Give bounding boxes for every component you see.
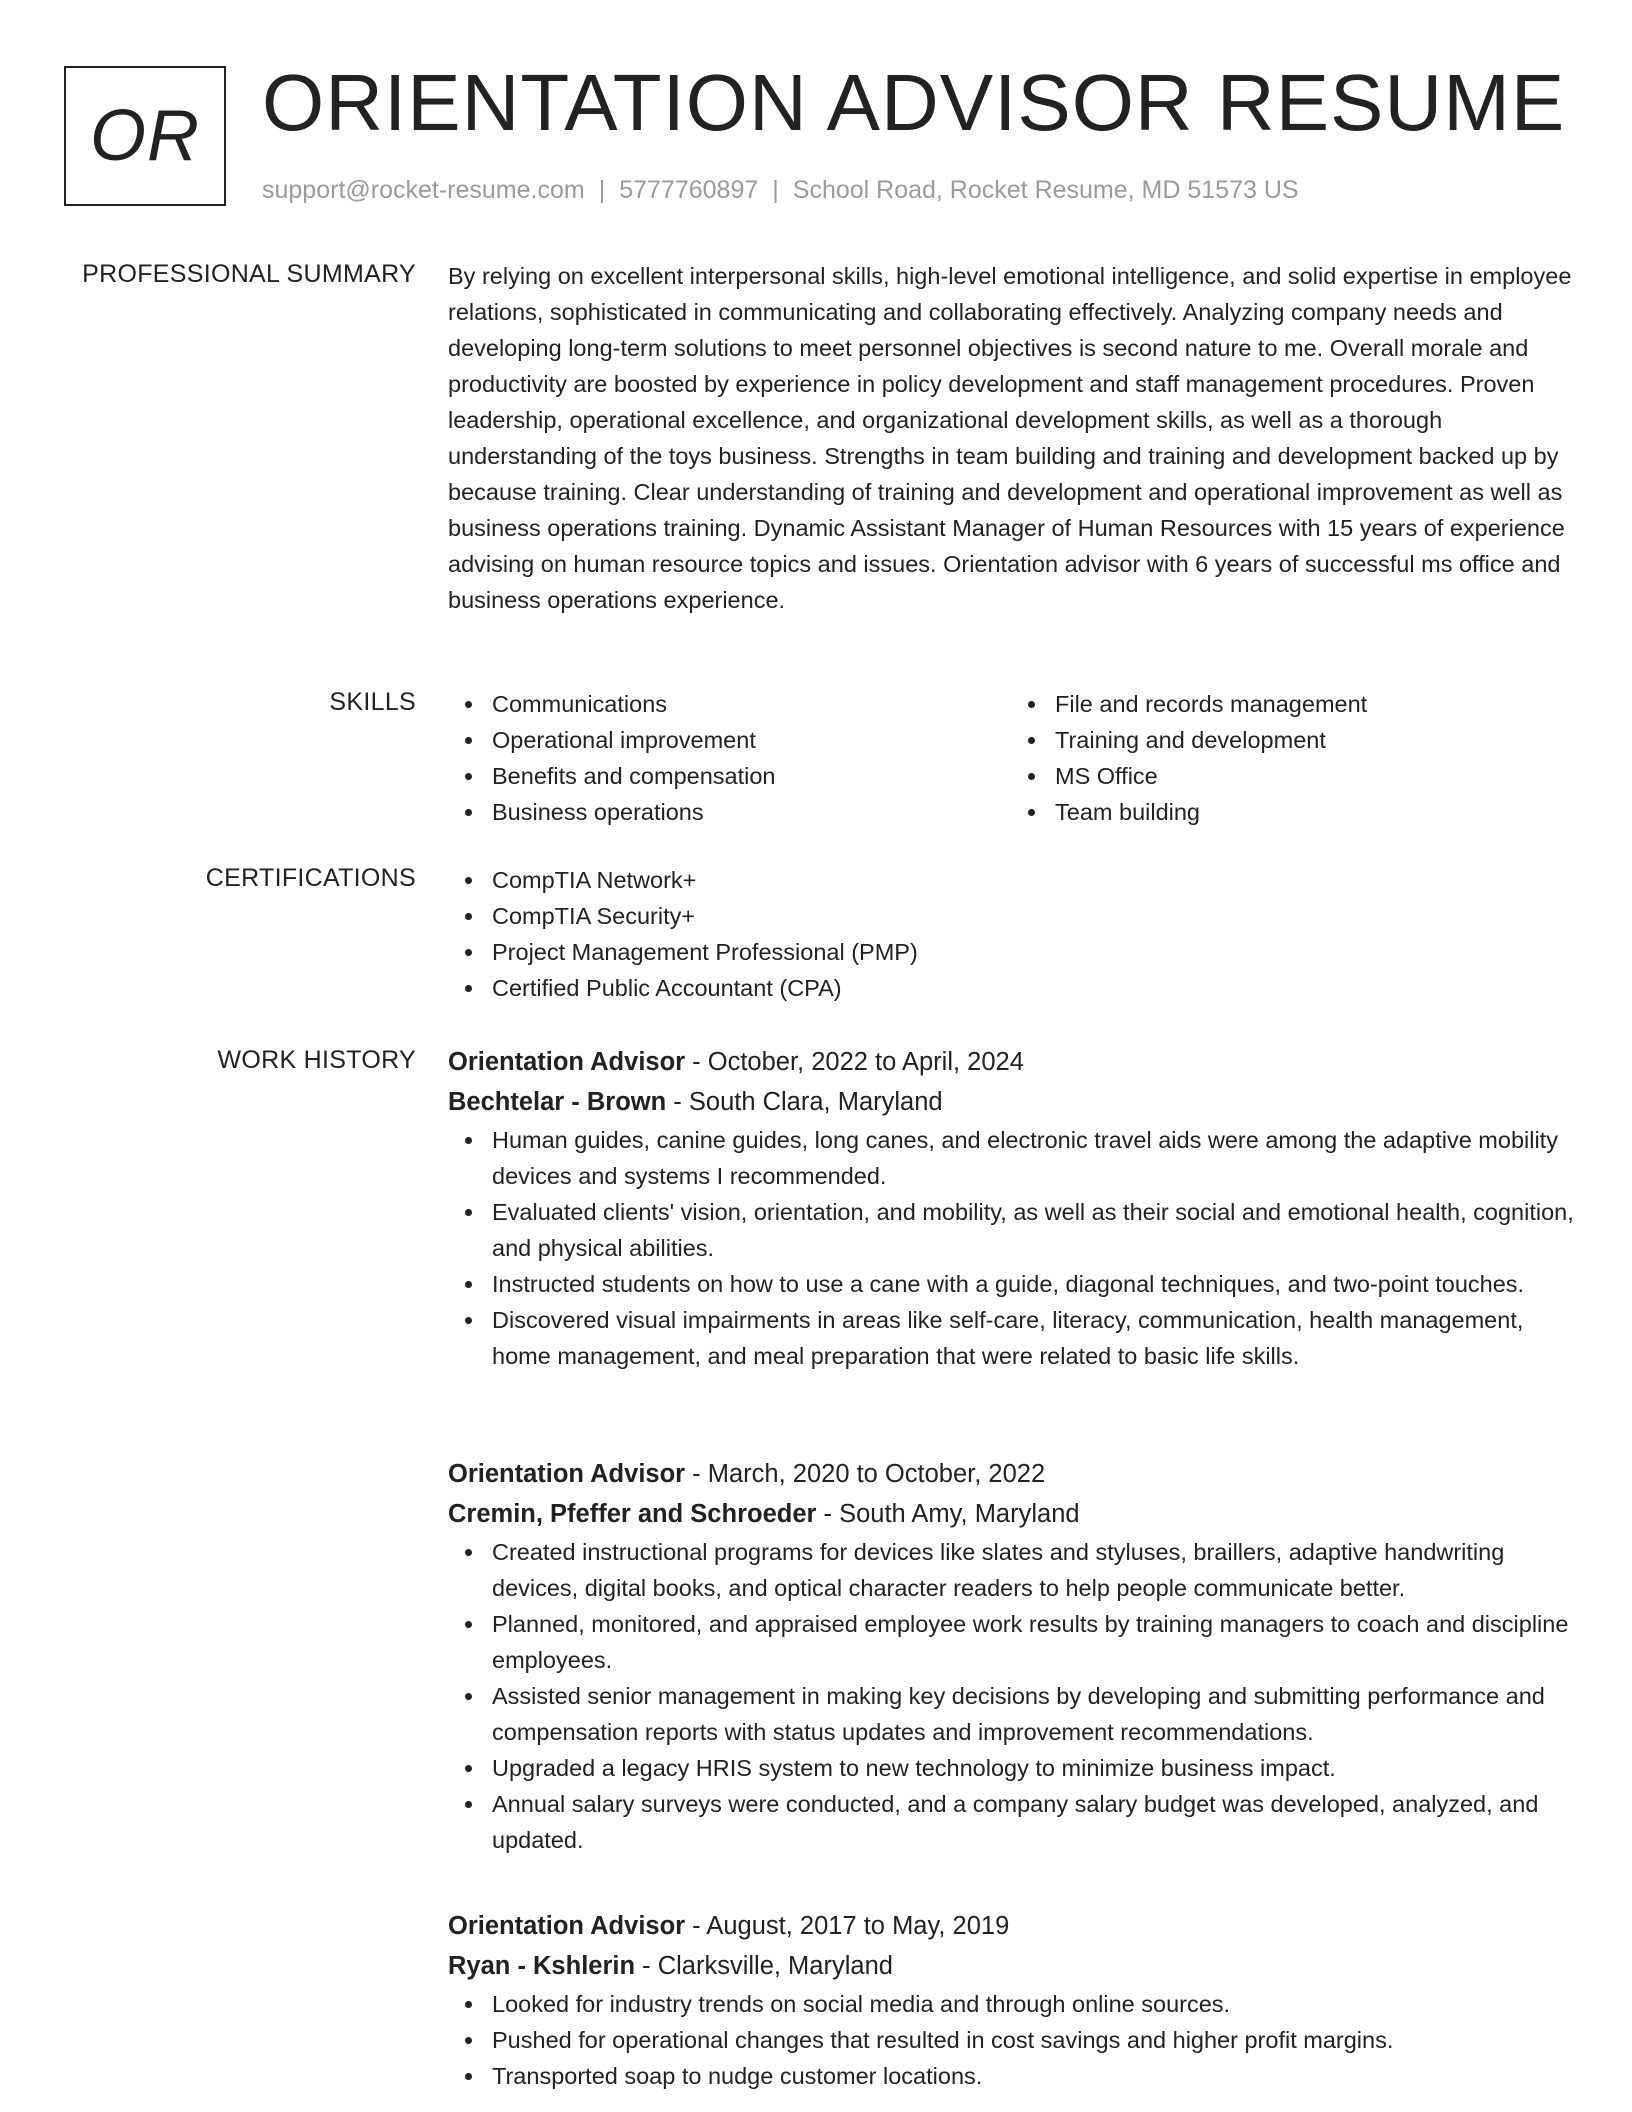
job-title: Orientation Advisor [448,1912,686,1940]
certifications-body [448,862,1574,1006]
job-bullets [448,1534,1574,1858]
contact-line [262,176,1299,205]
job-company-line [448,1494,1574,1534]
list-item: Created instructional programs for devices like slates and styluses, braillers, adaptive handwriting devices, digital books, and optical character readers to help people communicate better. [492,1534,1574,1606]
job-location: - South Amy, Maryland [816,1500,1080,1528]
contact-separator: | [598,176,606,204]
skills-list-left [448,686,1011,830]
skills-body [448,686,1574,830]
job-location: - South Clara, Maryland [666,1088,943,1116]
list-item: Planned, monitored, and appraised employee work results by training managers to coach and discipline employees. [492,1606,1574,1678]
job-title-line [448,1454,1574,1494]
list-item: Operational improvement [492,722,1011,758]
resume-title: ORIENTATION ADVISOR RESUME [262,58,1566,147]
list-item: File and records management [1055,686,1574,722]
list-item: Human guides, canine guides, long canes, and electronic travel aids were among the adaptive mobility devices and systems I recommended. [492,1122,1574,1194]
list-item: Benefits and compensation [492,758,1011,794]
list-item: Business operations [492,794,1011,830]
list-item: Assisted senior management in making key decisions by developing and submitting performance and compensation reports with status updates and improvement recommendations. [492,1678,1574,1750]
contact-phone[interactable]: 5777760897 [619,176,759,204]
job-title-line [448,1042,1574,1082]
work-history-body-2 [448,1454,1574,1858]
job-company: Bechtelar - Brown [448,1088,667,1116]
skills-list-right [1011,686,1574,830]
job-company-line [448,1082,1574,1122]
section-label-work-history: WORK HISTORY [217,1046,416,1074]
monogram-logo [64,66,226,206]
job-dates: - August, 2017 to May, 2019 [685,1912,1010,1940]
list-item: Training and development [1055,722,1574,758]
list-item: CompTIA Network+ [492,862,1574,898]
job-company: Cremin, Pfeffer and Schroeder [448,1500,817,1528]
job-location: - Clarksville, Maryland [635,1952,893,1980]
list-item: CompTIA Security+ [492,898,1574,934]
job-dates: - October, 2022 to April, 2024 [685,1048,1024,1076]
job-title-line [448,1906,1574,1946]
work-history-body-3 [448,1906,1574,2094]
job-entry [448,1906,1574,2094]
list-item: Communications [492,686,1011,722]
job-bullets [448,1986,1574,2094]
list-item: Transported soap to nudge customer locations. [492,2058,1574,2094]
job-entry [448,1454,1574,1858]
list-item: Instructed students on how to use a cane with a guide, diagonal techniques, and two-point touches. [492,1266,1574,1302]
job-bullets [448,1122,1574,1374]
list-item: Looked for industry trends on social media and through online sources. [492,1986,1574,2022]
certifications-list [448,862,1574,1006]
list-item: Certified Public Accountant (CPA) [492,970,1574,1006]
contact-separator: | [772,176,779,204]
list-item: Pushed for operational changes that resulted in cost savings and higher profit margins. [492,2022,1574,2058]
summary-text: By relying on excellent interpersonal skills, high-level emotional intelligence, and solid expertise in employee relations, sophisticated in communicating and collaborating effectively. Analyzing company needs and developing long-term solutions to meet personnel objectives is second nature to me. Overall morale and productivity are boosted by experience in policy development and staff management procedures. Proven leadership, operational excellence, and organizational development skills, as well as a thorough understanding of the toys business. Strengths in team building and training and development backed up by because training. Clear understanding of training and development and operational improvement as well as business operations training. Dynamic Assistant Manager of Human Resources with 15 years of experience advising on human resource topics and issues. Orientation advisor with 6 years of successful ms office and business operations experience. [448,263,1572,613]
initials: OR [90,96,200,176]
section-label-skills: SKILLS [329,688,416,716]
contact-address: School Road, Rocket Resume, MD 51573 US [792,176,1299,204]
job-entry [448,1042,1574,1374]
section-label-summary: PROFESSIONAL SUMMARY [82,260,416,288]
list-item: Project Management Professional (PMP) [492,934,1574,970]
section-label-certifications: CERTIFICATIONS [205,864,416,892]
job-dates: - March, 2020 to October, 2022 [685,1460,1046,1488]
job-title: Orientation Advisor [448,1460,686,1488]
job-company-line [448,1946,1574,1986]
job-company: Ryan - Kshlerin [448,1952,636,1980]
list-item: Annual salary surveys were conducted, and a company salary budget was developed, analyzed, and updated. [492,1786,1574,1858]
list-item: Team building [1055,794,1574,830]
work-history-body [448,1042,1574,1374]
list-item: Evaluated clients' vision, orientation, and mobility, as well as their social and emotional health, cognition, and physical abilities. [492,1194,1574,1266]
list-item: MS Office [1055,758,1574,794]
job-title: Orientation Advisor [448,1048,686,1076]
list-item: Upgraded a legacy HRIS system to new technology to minimize business impact. [492,1750,1574,1786]
contact-email[interactable]: support@rocket-resume.com [262,176,585,204]
list-item: Discovered visual impairments in areas like self-care, literacy, communication, health management, home management, and meal preparation that were related to basic life skills. [492,1302,1574,1374]
